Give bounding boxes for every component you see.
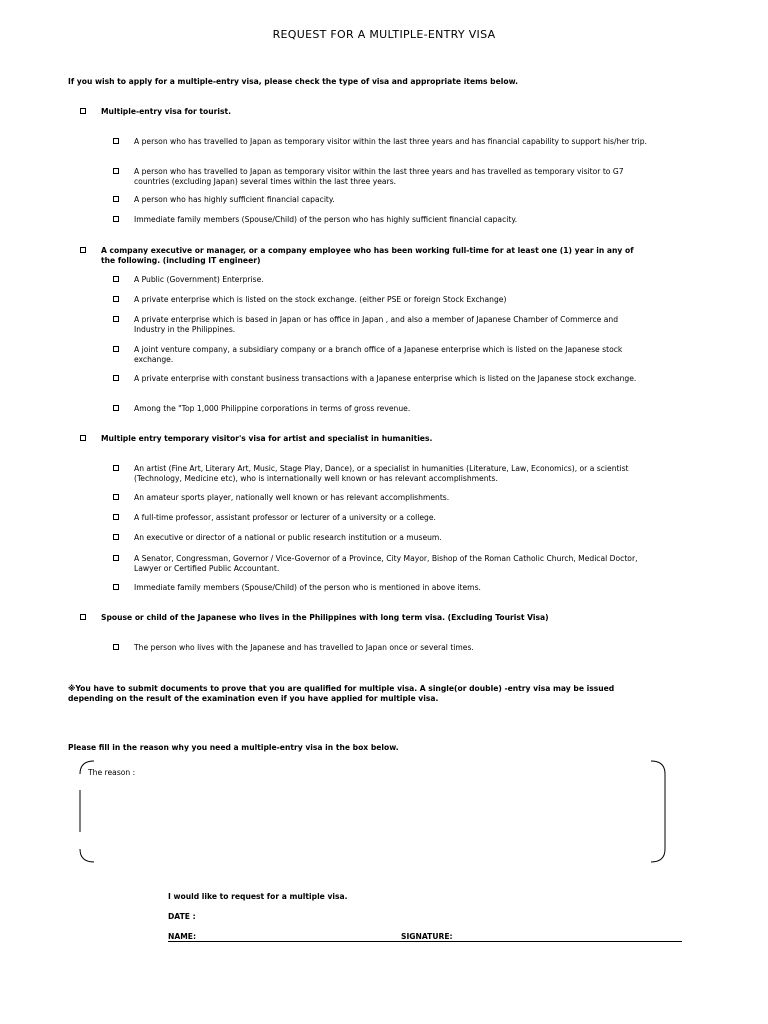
item-text: An amateur sports player, nationally well known or has relevant accomplishments. <box>134 493 450 502</box>
checkbox[interactable] <box>113 276 119 282</box>
checkbox[interactable] <box>113 405 119 411</box>
list-item <box>113 195 648 205</box>
list-item <box>113 583 648 593</box>
list-item <box>113 404 648 414</box>
checkbox[interactable] <box>113 555 119 561</box>
checkbox[interactable] <box>113 168 119 174</box>
section-label: Multiple-entry visa for tourist. <box>101 107 232 116</box>
item-text: The person who lives with the Japanese and has travelled to Japan once or several times. <box>134 643 474 652</box>
checkbox[interactable] <box>113 216 119 222</box>
checkbox[interactable] <box>80 247 86 253</box>
checkbox[interactable] <box>80 614 86 620</box>
item-text: A person who has highly sufficient financial capacity. <box>134 195 335 204</box>
intro-text: If you wish to apply for a multiple-entry visa, please check the type of visa and appropriate items below. <box>68 77 518 86</box>
reason-label: The reason : <box>88 768 136 777</box>
date-label: DATE : <box>168 912 196 921</box>
list-item <box>113 554 648 573</box>
item-text: Among the "Top 1,000 Philippine corporations in terms of gross revenue. <box>134 404 411 413</box>
list-item <box>113 215 648 225</box>
item-text: An executive or director of a national or public research institution or a museum. <box>134 533 442 542</box>
checkbox[interactable] <box>80 108 86 114</box>
item-text: A private enterprise with constant business transactions with a Japanese enterprise which is listed on the Japanese stock exchange. <box>134 374 637 383</box>
item-text: A person who has travelled to Japan as temporary visitor within the last three years and has travelled as temporary visitor to G7 countries (excluding Japan) several times within the last three years. <box>134 167 624 186</box>
fill-in-instruction: Please fill in the reason why you need a multiple-entry visa in the box below. <box>68 743 399 752</box>
request-statement: I would like to request for a multiple visa. <box>168 892 348 901</box>
section-label: A company executive or manager, or a company employee who has been working full-time for at least one (1) year in any of the following. (including IT engineer) <box>101 246 634 265</box>
list-item <box>113 345 648 364</box>
checkbox[interactable] <box>113 316 119 322</box>
list-item <box>113 295 648 305</box>
signature-label: SIGNATURE: <box>401 932 453 941</box>
checkbox[interactable] <box>113 514 119 520</box>
checkbox[interactable] <box>113 465 119 471</box>
name-label: NAME: <box>168 932 197 941</box>
section-tourist <box>80 107 650 117</box>
list-item <box>113 275 648 285</box>
list-item <box>113 167 648 186</box>
checkbox[interactable] <box>113 494 119 500</box>
section-label: Spouse or child of the Japanese who lives in the Philippines with long term visa. (Excluding Tourist Visa) <box>101 613 549 622</box>
page-title: REQUEST FOR A MULTIPLE-ENTRY VISA <box>272 28 496 41</box>
item-text: Immediate family members (Spouse/Child) of the person who is mentioned in above items. <box>134 583 481 592</box>
item-text: A private enterprise which is listed on the stock exchange. (either PSE or foreign Stock Exchange) <box>134 295 507 304</box>
checkbox[interactable] <box>80 435 86 441</box>
list-item <box>113 533 648 543</box>
list-item <box>113 315 648 334</box>
section-artist <box>80 434 650 444</box>
item-text: A person who has travelled to Japan as temporary visitor within the last three years and has financial capability to support his/her trip. <box>134 137 647 146</box>
list-item <box>113 513 648 523</box>
checkbox[interactable] <box>113 346 119 352</box>
list-item <box>113 493 648 503</box>
item-text: An artist (Fine Art, Literary Art, Music, Stage Play, Dance), or a specialist in humanities (Literature, Law, Economics), or a scientist (Technology, Medicine etc), who is internationally well known or has relevant accomplishments. <box>134 464 629 483</box>
item-text: A Public (Government) Enterprise. <box>134 275 264 284</box>
list-item <box>113 643 648 653</box>
checkbox[interactable] <box>113 584 119 590</box>
signature-line[interactable] <box>168 941 682 942</box>
list-item <box>113 137 648 147</box>
item-text: A full-time professor, assistant professor or lecturer of a university or a college. <box>134 513 436 522</box>
section-label: Multiple entry temporary visitor's visa for artist and specialist in humanities. <box>101 434 433 443</box>
item-text: A Senator, Congressman, Governor / Vice-Governor of a Province, City Mayor, Bishop of the Roman Catholic Church, Medical Doctor, Lawyer or Certified Public Accountant. <box>134 554 638 573</box>
checkbox[interactable] <box>113 296 119 302</box>
reason-box[interactable] <box>78 760 667 863</box>
section-company <box>80 246 650 265</box>
section-spouse <box>80 613 650 623</box>
checkbox[interactable] <box>113 196 119 202</box>
note-text: ※You have to submit documents to prove that you are qualified for multiple visa. A single(or double) -entry visa may be issued depending on the result of the examination even if you have applied for multiple visa. <box>68 684 615 703</box>
checkbox[interactable] <box>113 534 119 540</box>
checkbox[interactable] <box>113 375 119 381</box>
item-text: Immediate family members (Spouse/Child) of the person who has highly sufficient financial capacity. <box>134 215 518 224</box>
checkbox[interactable] <box>113 644 119 650</box>
item-text: A private enterprise which is based in Japan or has office in Japan , and also a member of Japanese Chamber of Commerce and Industry in the Philippines. <box>134 315 619 334</box>
list-item <box>113 464 648 483</box>
item-text: A joint venture company, a subsidiary company or a branch office of a Japanese enterprise which is listed on the Japanese stock exchange. <box>134 345 623 364</box>
checkbox[interactable] <box>113 138 119 144</box>
list-item <box>113 374 648 384</box>
